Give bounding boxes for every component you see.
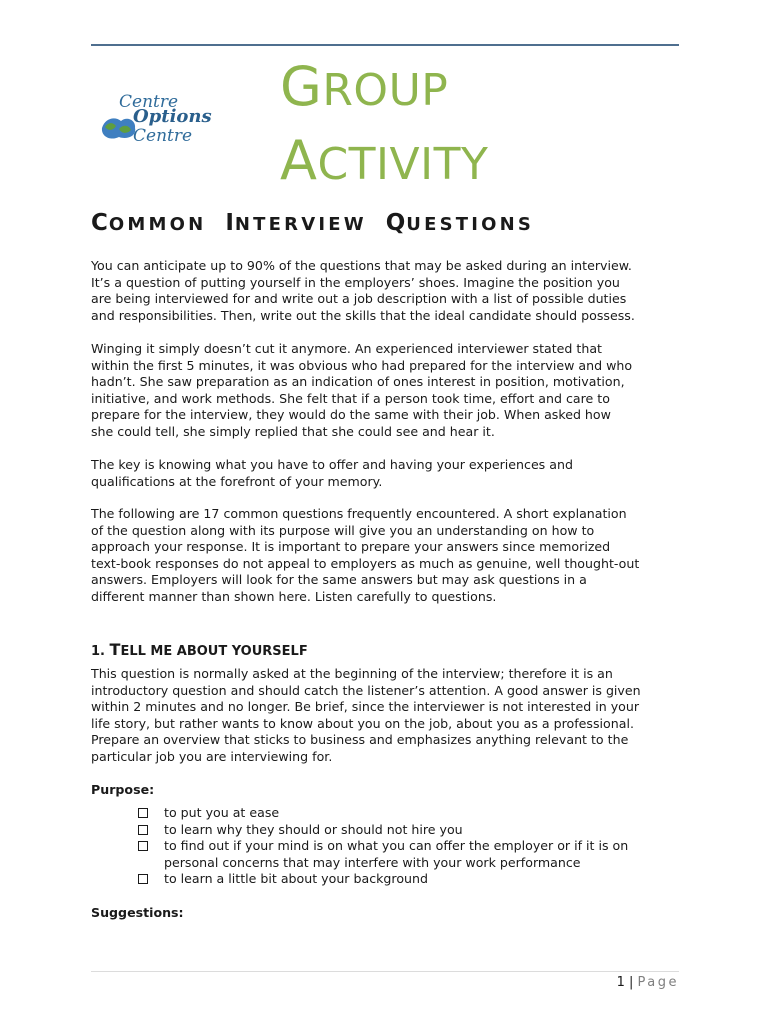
title-line-group: GROUP (280, 55, 449, 118)
logo-text-line2: Options (133, 106, 212, 127)
checkbox-bullet-icon (138, 874, 148, 884)
checkbox-bullet-icon (138, 841, 148, 851)
document-title (280, 52, 488, 200)
list-item: to learn why they should or should not hire you (136, 822, 686, 839)
list-item: to put you at ease (136, 805, 686, 822)
purpose-label: Purpose: (91, 782, 155, 797)
paragraph-key: The key is knowing what you have to offer and having your experiences and qualifications at the forefront of your memory. (91, 457, 573, 489)
page-footer (617, 975, 679, 990)
paragraph-winging: Winging it simply doesn’t cut it anymore. An experienced interviewer stated that within the first 5 minutes, it was obvious who had prepared for the interview and who hadn’t. She saw preparation as an indication of ones interest in position, motivation, initiative, and work methods. She felt that if a person took time, effort and care to prepare for the interview, they would do the same with their job. When asked how she could tell, she simply replied that she could see and hear it. (91, 341, 633, 439)
checkbox-bullet-icon (138, 808, 148, 818)
centre-options-centre-logo (99, 90, 219, 150)
logo-text-line1: Centre (119, 92, 179, 112)
suggestions-label: Suggestions: (91, 905, 184, 920)
logo-text-line3: Centre (133, 126, 193, 146)
question-1-body: This question is normally asked at the beginning of the interview; therefore it is an introductory question and should catch the listener’s attention. A good answer is given within 2 minutes and no longer. Be brief, since the interviewer is not interested in your life story, but rather wants to know about you on the job, about you as a professional. Prepare an overview that sticks to business and emphasizes anything relevant to the particular job you are interviewing for. (91, 666, 641, 764)
paragraph-anticipate: You can anticipate up to 90% of the questions that may be asked during an interview. It’s a question of putting yourself in the employers’ shoes. Imagine the position you are being interviewed for and write out a job description with a list of possible duties and responsibilities. Then, write out the skills that the ideal candidate should possess. (91, 258, 635, 323)
paragraph-following: The following are 17 common questions frequently encountered. A short explanation of the question along with its purpose will give you an understanding on how to approach your response. It is important to prepare your answers since memorized text-book responses do not appeal to employers as much as genuine, well thought-out answers. Employers will look for the same answers but may ask questions in a different manner than shown here. Listen carefully to questions. (91, 506, 640, 604)
page-number: 1 (616, 975, 625, 990)
page-word: Page (637, 975, 679, 990)
checkbox-bullet-icon (138, 825, 148, 835)
footer-rule (91, 971, 679, 972)
list-item: to learn a little bit about your background (136, 871, 686, 888)
page-separator: | (628, 975, 634, 990)
purpose-list (136, 805, 686, 888)
question-1-heading: 1. TELL ME ABOUT YOURSELF (91, 640, 308, 659)
header-rule (91, 44, 679, 46)
section-heading: COMMON INTERVIEW QUESTIONS (91, 210, 535, 236)
list-item: to find out if your mind is on what you can offer the employer or if it is on personal concerns that may interfere with your work performance (136, 838, 686, 871)
title-line-activity: ACTIVITY (280, 129, 489, 192)
